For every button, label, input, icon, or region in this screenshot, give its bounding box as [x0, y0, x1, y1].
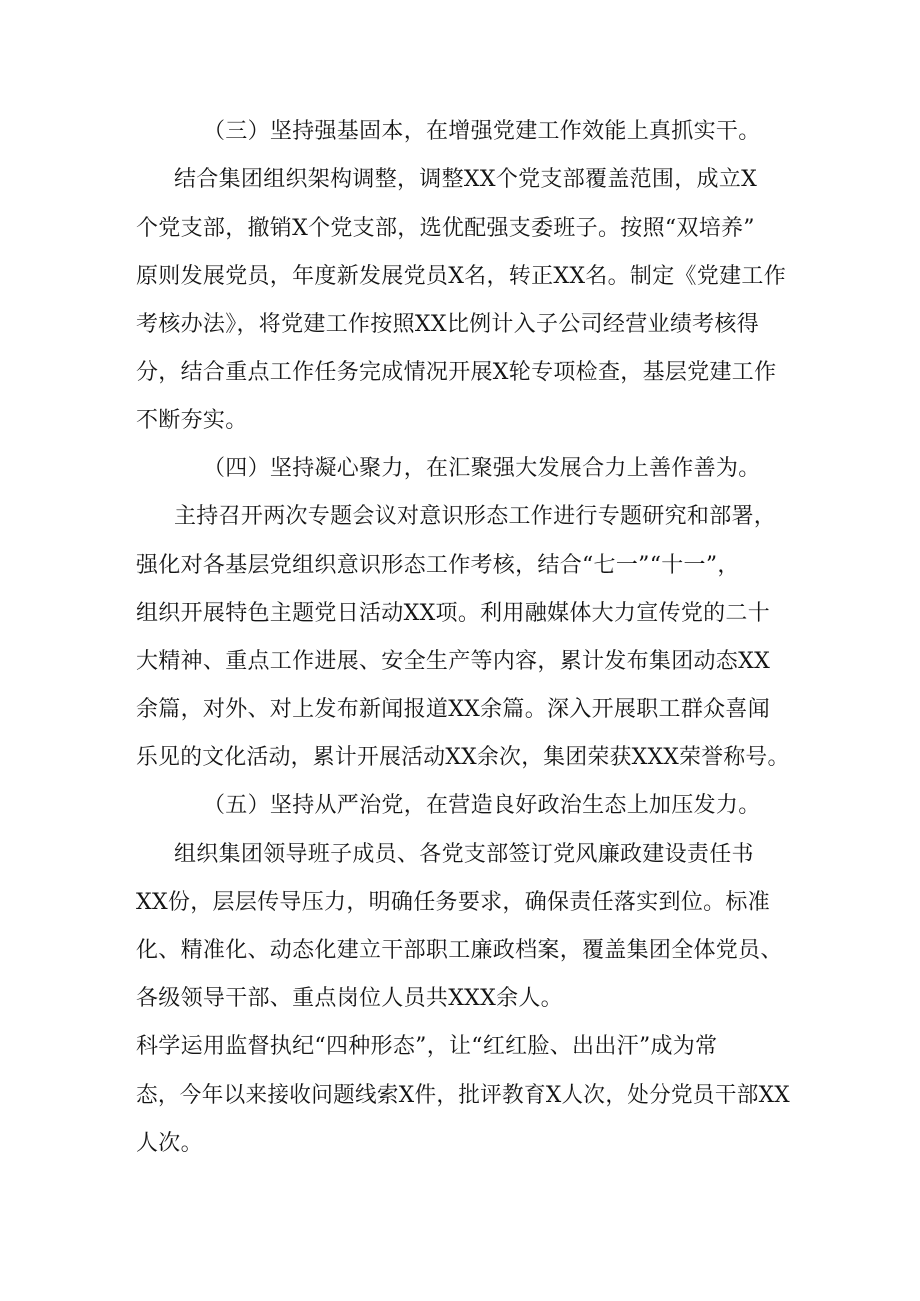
- paragraph-line: 分，结合重点工作任务完成情况开展X轮专项检查，基层党建工作: [136, 360, 777, 385]
- paragraph-line: 个党支部，撤销X个党支部，选优配强支委班子。按照“双培养”: [136, 216, 755, 241]
- paragraph-line: 组织集团领导班子成员、各党支部签订党风廉政建设责任书: [174, 842, 754, 867]
- paragraph-line: 态，今年以来接收问题线索X件，批评教育X人次，处分党员干部XX: [136, 1083, 790, 1108]
- paragraph-line: 大精神、重点工作进展、安全生产等内容，累计发布集团动态XX: [136, 649, 771, 674]
- paragraph-line: XX份，层层传导压力，明确任务要求，确保责任落实到位。标准: [136, 890, 771, 915]
- section-heading-5: （五）坚持从严治党，在营造良好政治生态上加压发力。: [203, 793, 761, 818]
- section-heading-3: （三）坚持强基固本，在增强党建工作效能上真抓实干。: [203, 119, 761, 144]
- paragraph-line: 不断夯实。: [136, 408, 248, 433]
- paragraph-line: 余篇，对外、对上发布新闻报道XX余篇。深入开展职工群众喜闻: [136, 697, 771, 722]
- section-heading-4: （四）坚持凝心聚力，在汇聚强大发展合力上善作善为。: [203, 456, 761, 481]
- paragraph-line: 组织开展特色主题党日活动XX项。利用融媒体大力宣传党的二十: [136, 601, 771, 626]
- paragraph-line: 强化对各基层党组织意识形态工作考核，结合“七一”“十一”，: [136, 553, 740, 578]
- paragraph-line: 各级领导干部、重点岗位人员共XXX余人。: [136, 986, 563, 1011]
- paragraph-line: 人次。: [136, 1131, 203, 1156]
- paragraph-line: 原则发展党员，年度新发展党员X名，转正XX名。制定《党建工作: [136, 264, 786, 289]
- paragraph-line: 乐见的文化活动，累计开展活动XX余次，集团荣获XXX荣誉称号。: [136, 745, 790, 770]
- paragraph-line: 主持召开两次专题会议对意识形态工作进行专题研究和部署，: [174, 504, 777, 529]
- paragraph-line: 考核办法》，将党建工作按照XX比例计入子公司经营业绩考核得: [136, 312, 760, 337]
- paragraph-line: 结合集团组织架构调整，调整XX个党支部覆盖范围，成立X: [174, 167, 758, 192]
- paragraph-line: 科学运用监督执纪“四种形态”，让“红红脸、出出汗”成为常: [136, 1034, 718, 1059]
- paragraph-line: 化、精准化、动态化建立干部职工廉政档案，覆盖集团全体党员、: [136, 938, 783, 963]
